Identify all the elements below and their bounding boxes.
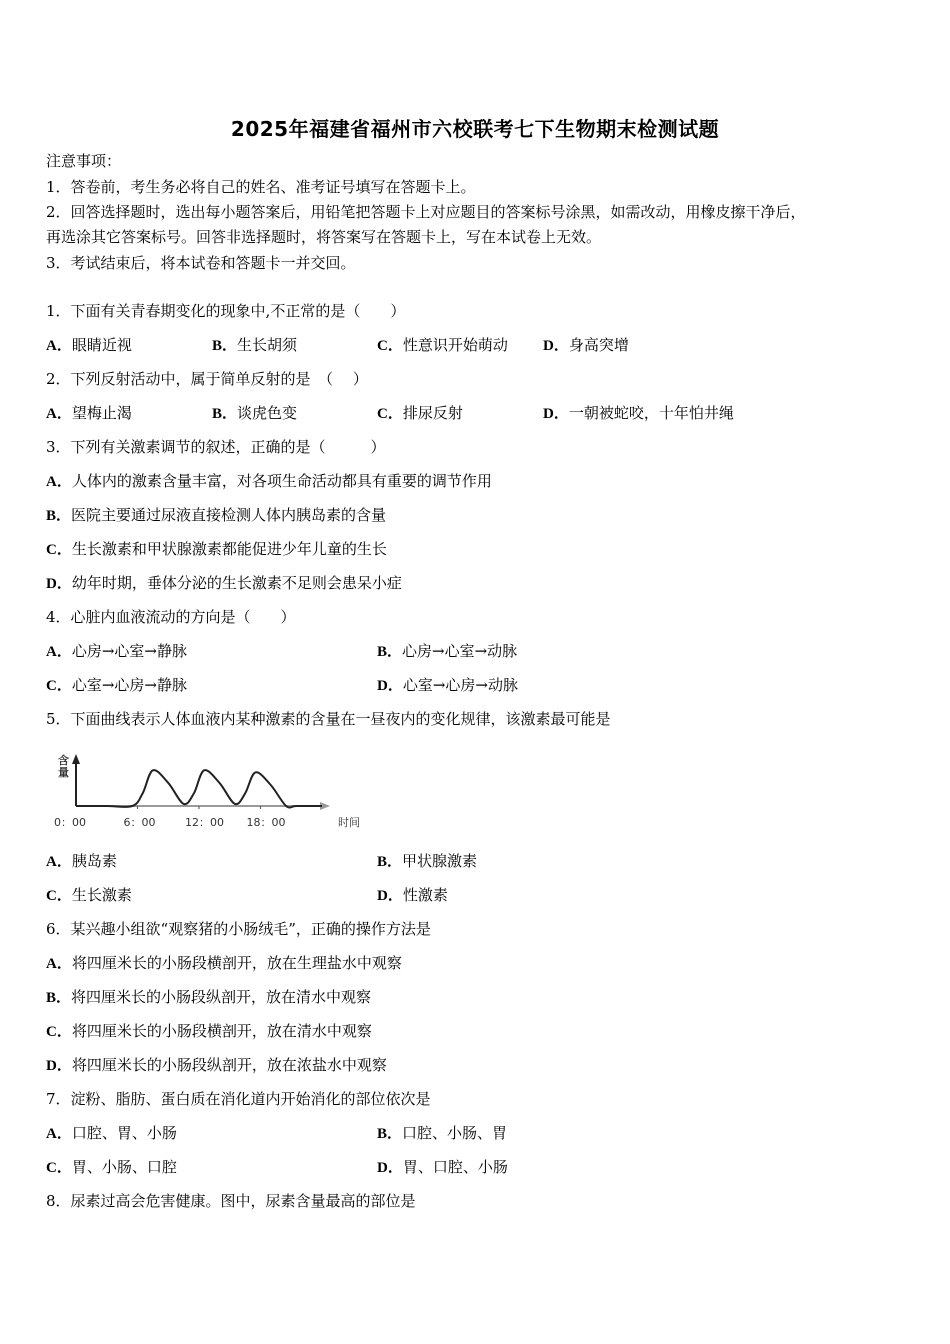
option-b[interactable]: B．医院主要通过尿液直接检测人体内胰岛素的含量 bbox=[46, 506, 387, 524]
question-stem: 8．尿素过高会危害健康。图中，尿素含量最高的部位是 bbox=[46, 1192, 416, 1210]
y-axis-label: 含量 bbox=[58, 754, 69, 779]
option-c[interactable]: C．排尿反射 bbox=[377, 404, 463, 422]
question-stem: 6．某兴趣小组欲“观察猪的小肠绒毛”，正确的操作方法是 bbox=[46, 920, 431, 938]
notice-item: 再选涂其它答案标号。回答非选择题时，将答案写在答题卡上，写在本试卷上无效。 bbox=[46, 228, 602, 246]
option-d[interactable]: D．胃、口腔、小肠 bbox=[377, 1158, 508, 1176]
notice-item: 3．考试结束后，将本试卷和答题卡一并交回。 bbox=[46, 254, 356, 272]
option-a[interactable]: A．望梅止渴 bbox=[46, 404, 132, 422]
option-b[interactable]: B．将四厘米长的小肠段纵剖开，放在清水中观察 bbox=[46, 988, 372, 1006]
option-c[interactable]: C．生长激素和甲状腺激素都能促进少年儿童的生长 bbox=[46, 540, 387, 558]
y-axis-arrow bbox=[72, 754, 80, 764]
hormone-curve-chart bbox=[46, 750, 376, 832]
option-d[interactable]: D．幼年时期，垂体分泌的生长激素不足则会患呆小症 bbox=[46, 574, 402, 592]
x-tick-label: 0：00 bbox=[54, 816, 86, 829]
option-a[interactable]: A．眼睛近视 bbox=[46, 336, 132, 354]
x-axis-label: 时间 bbox=[338, 816, 360, 829]
option-d[interactable]: D．心室→心房→动脉 bbox=[377, 676, 518, 694]
question-stem: 7．淀粉、脂肪、蛋白质在消化道内开始消化的部位依次是 bbox=[46, 1090, 431, 1108]
notice-heading: 注意事项： bbox=[46, 152, 122, 170]
option-c[interactable]: C．胃、小肠、口腔 bbox=[46, 1158, 177, 1176]
question-stem: 3．下列有关激素调节的叙述，正确的是（ ） bbox=[46, 438, 386, 456]
option-c[interactable]: C．将四厘米长的小肠段横剖开，放在清水中观察 bbox=[46, 1022, 372, 1040]
question-stem: 5．下面曲线表示人体血液内某种激素的含量在一昼夜内的变化规律，该激素最可能是 bbox=[46, 710, 611, 728]
option-d[interactable]: D．性激素 bbox=[377, 886, 448, 904]
x-tick-label: 12：00 bbox=[185, 816, 224, 829]
option-a[interactable]: A．心房→心室→静脉 bbox=[46, 642, 187, 660]
option-b[interactable]: B．口腔、小肠、胃 bbox=[377, 1124, 508, 1142]
option-c[interactable]: C．心室→心房→静脉 bbox=[46, 676, 187, 694]
x-tick-label: 18：00 bbox=[246, 816, 286, 829]
option-b[interactable]: B．甲状腺激素 bbox=[377, 852, 478, 870]
option-d[interactable]: D．一朝被蛇咬，十年怕井绳 bbox=[543, 404, 734, 422]
notice-item: 2．回答选择题时，选出每小题答案后，用铅笔把答题卡上对应题目的答案标号涂黑，如需改动，用橡皮擦干净后， bbox=[46, 203, 806, 221]
option-a[interactable]: A．将四厘米长的小肠段横剖开，放在生理盐水中观察 bbox=[46, 954, 402, 972]
x-tick-label: 6：00 bbox=[123, 816, 156, 829]
option-a[interactable]: A．胰岛素 bbox=[46, 852, 117, 870]
question-stem: 4．心脏内血液流动的方向是（ ） bbox=[46, 608, 296, 626]
notice-item: 1．答卷前，考生务必将自己的姓名、准考证号填写在答题卡上。 bbox=[46, 178, 476, 196]
option-b[interactable]: B．心房→心室→动脉 bbox=[377, 642, 518, 660]
option-d[interactable]: D．将四厘米长的小肠段纵剖开，放在浓盐水中观察 bbox=[46, 1056, 387, 1074]
question-stem: 2．下列反射活动中，属于简单反射的是 （ ） bbox=[46, 370, 368, 388]
option-a[interactable]: A．口腔、胃、小肠 bbox=[46, 1124, 177, 1142]
option-b[interactable]: B．谈虎色变 bbox=[212, 404, 298, 422]
page-title: 2025年福建省福州市六校联考七下生物期末检测试题 bbox=[230, 117, 720, 141]
question-stem: 1．下面有关青春期变化的现象中,不正常的是（ ） bbox=[46, 302, 406, 320]
option-a[interactable]: A．人体内的激素含量丰富，对各项生命活动都具有重要的调节作用 bbox=[46, 472, 492, 490]
series-line bbox=[76, 770, 322, 807]
option-c[interactable]: C．性意识开始萌动 bbox=[377, 336, 508, 354]
option-c[interactable]: C．生长激素 bbox=[46, 886, 132, 904]
option-b[interactable]: B．生长胡须 bbox=[212, 336, 298, 354]
option-d[interactable]: D．身高突增 bbox=[543, 336, 629, 354]
